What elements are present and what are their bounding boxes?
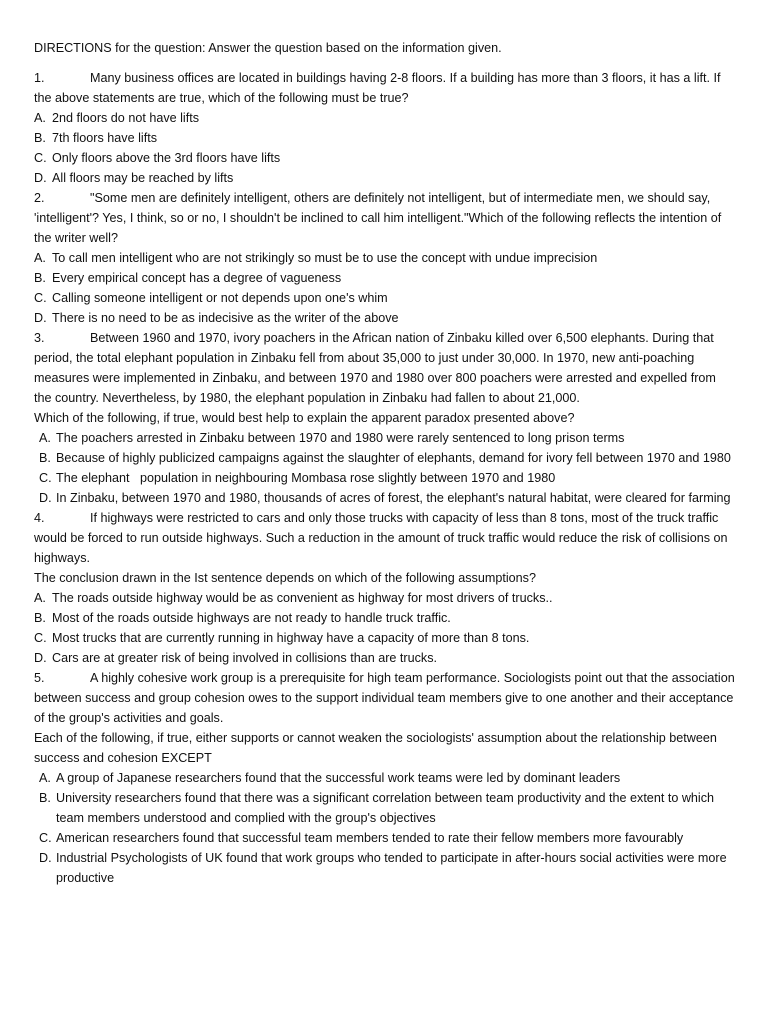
option-d — [34, 488, 736, 508]
question-text: Between 1960 and 1970, ivory poachers in the African nation of Zinbaku killed over 6,500 elephants. During that period, the total elephant population in Zinbaku fell from about 35,000 to just under 30,000. In 1970, new anti-poaching measures were implemented in Zinbaku, and between 1970 and 1980 over 800 poachers were arrested and expelled from the country. Nevertheless, by 1980, the elephant population in Zinbaku had fallen to about 21,000. — [34, 331, 716, 405]
question-stem — [34, 668, 736, 728]
question-prompt: The conclusion drawn in the Ist sentence depends on which of the following assumptions? — [34, 571, 536, 585]
option-text: University researchers found that there was a significant correlation between team productivity and the extent to which team members understood and complied with the group's objectives — [56, 791, 715, 825]
option-a — [34, 768, 736, 788]
option-a — [34, 588, 736, 608]
option-text: Most trucks that are currently running in highway have a capacity of more than 8 tons. — [52, 631, 530, 645]
question-number: 5. — [34, 671, 45, 685]
option-b — [34, 608, 736, 628]
option-text: Industrial Psychologists of UK found that work groups who tended to participate in after-hours social activities were more productive — [56, 851, 727, 885]
question-stem — [34, 328, 736, 408]
question-text: Many business offices are located in buildings having 2-8 floors. If a building has more than 3 floors, it has a lift. If the above statements are true, which of the following must be true? — [34, 71, 721, 105]
question-number: 4. — [34, 511, 45, 525]
option-text: The elephant population in neighbouring Mombasa rose slightly between 1970 and 1980 — [56, 471, 556, 485]
option-letter: A. — [34, 591, 46, 605]
option-text: A group of Japanese researchers found that the successful work teams were led by dominant leaders — [56, 771, 621, 785]
option-b — [34, 448, 736, 468]
option-d — [34, 308, 736, 328]
option-letter: A. — [39, 771, 51, 785]
option-letter: C. — [34, 151, 47, 165]
option-letter: B. — [34, 131, 46, 145]
option-text: There is no need to be as indecisive as the writer of the above — [52, 311, 399, 325]
option-text: Most of the roads outside highways are not ready to handle truck traffic. — [52, 611, 451, 625]
option-d — [34, 848, 736, 888]
option-b — [34, 788, 736, 828]
option-letter: B. — [39, 791, 51, 805]
question-prompt: Each of the following, if true, either supports or cannot weaken the sociologists' assumption about the relationship between success and cohesion EXCEPT — [34, 731, 717, 765]
option-c — [34, 468, 736, 488]
option-d — [34, 648, 736, 668]
option-c — [34, 288, 736, 308]
option-letter: A. — [34, 251, 46, 265]
option-letter: C. — [39, 471, 52, 485]
option-text: 7th floors have lifts — [52, 131, 157, 145]
option-letter: D. — [39, 851, 52, 865]
option-letter: B. — [34, 271, 46, 285]
option-letter: C. — [34, 631, 47, 645]
option-c — [34, 828, 736, 848]
option-a — [34, 428, 736, 448]
question-number: 2. — [34, 191, 45, 205]
option-letter: D. — [34, 311, 47, 325]
option-letter: A. — [34, 111, 46, 125]
option-text: In Zinbaku, between 1970 and 1980, thousands of acres of forest, the elephant's natural habitat, were cleared for farming — [56, 491, 731, 505]
option-text: American researchers found that successful team members tended to rate their fellow members more favourably — [56, 831, 684, 845]
option-text: The roads outside highway would be as convenient as highway for most drivers of trucks.. — [52, 591, 553, 605]
option-d — [34, 168, 736, 188]
directions-text: DIRECTIONS for the question: Answer the question based on the information given. — [34, 41, 502, 55]
option-letter: A. — [39, 431, 51, 445]
option-b — [34, 128, 736, 148]
option-text: 2nd floors do not have lifts — [52, 111, 200, 125]
question-text: A highly cohesive work group is a prerequisite for high team performance. Sociologists point out that the association between success and group cohesion owes to the support individual team members give to one another and their acceptance of the group's activities and goals. — [34, 671, 735, 725]
option-letter: D. — [34, 171, 47, 185]
question-stem — [34, 68, 736, 108]
question-number: 3. — [34, 331, 45, 345]
option-text: To call men intelligent who are not strikingly so must be to use the concept with undue imprecision — [52, 251, 598, 265]
option-letter: B. — [39, 451, 51, 465]
option-c — [34, 628, 736, 648]
question-text: If highways were restricted to cars and only those trucks with capacity of less than 8 tons, most of the truck traffic would be forced to run outside highways. Such a reduction in the amount of truck traffic would reduce the risk of collisions on highways. — [34, 511, 728, 565]
question-text: "Some men are definitely intelligent, others are definitely not intelligent, but of intermediate men, we should say, 'intelligent'? Yes, I think, so or no, I shouldn't be inclined to call him intelligent."Which of the following reflects the intention of the writer well? — [34, 191, 722, 245]
option-text: The poachers arrested in Zinbaku between 1970 and 1980 were rarely sentenced to long prison terms — [56, 431, 625, 445]
option-a — [34, 248, 736, 268]
option-text: Only floors above the 3rd floors have lifts — [52, 151, 281, 165]
option-letter: D. — [34, 651, 47, 665]
option-text: All floors may be reached by lifts — [52, 171, 234, 185]
question-stem — [34, 188, 736, 248]
question-5 — [34, 668, 736, 888]
question-4 — [34, 508, 736, 668]
option-a — [34, 108, 736, 128]
option-text: Calling someone intelligent or not depends upon one's whim — [52, 291, 388, 305]
option-text: Because of highly publicized campaigns against the slaughter of elephants, demand for ivory fell between 1970 and 1980 — [56, 451, 731, 465]
question-1 — [34, 68, 736, 188]
option-letter: D. — [39, 491, 52, 505]
question-2 — [34, 188, 736, 328]
option-letter: C. — [34, 291, 47, 305]
option-text: Cars are at greater risk of being involved in collisions than are trucks. — [52, 651, 437, 665]
option-letter: B. — [34, 611, 46, 625]
document-page — [34, 38, 736, 888]
option-b — [34, 268, 736, 288]
question-stem — [34, 508, 736, 568]
question-number: 1. — [34, 71, 45, 85]
question-prompt: Which of the following, if true, would best help to explain the apparent paradox presented above? — [34, 411, 575, 425]
question-3 — [34, 328, 736, 508]
option-letter: C. — [39, 831, 52, 845]
option-text: Every empirical concept has a degree of vagueness — [52, 271, 342, 285]
option-c — [34, 148, 736, 168]
